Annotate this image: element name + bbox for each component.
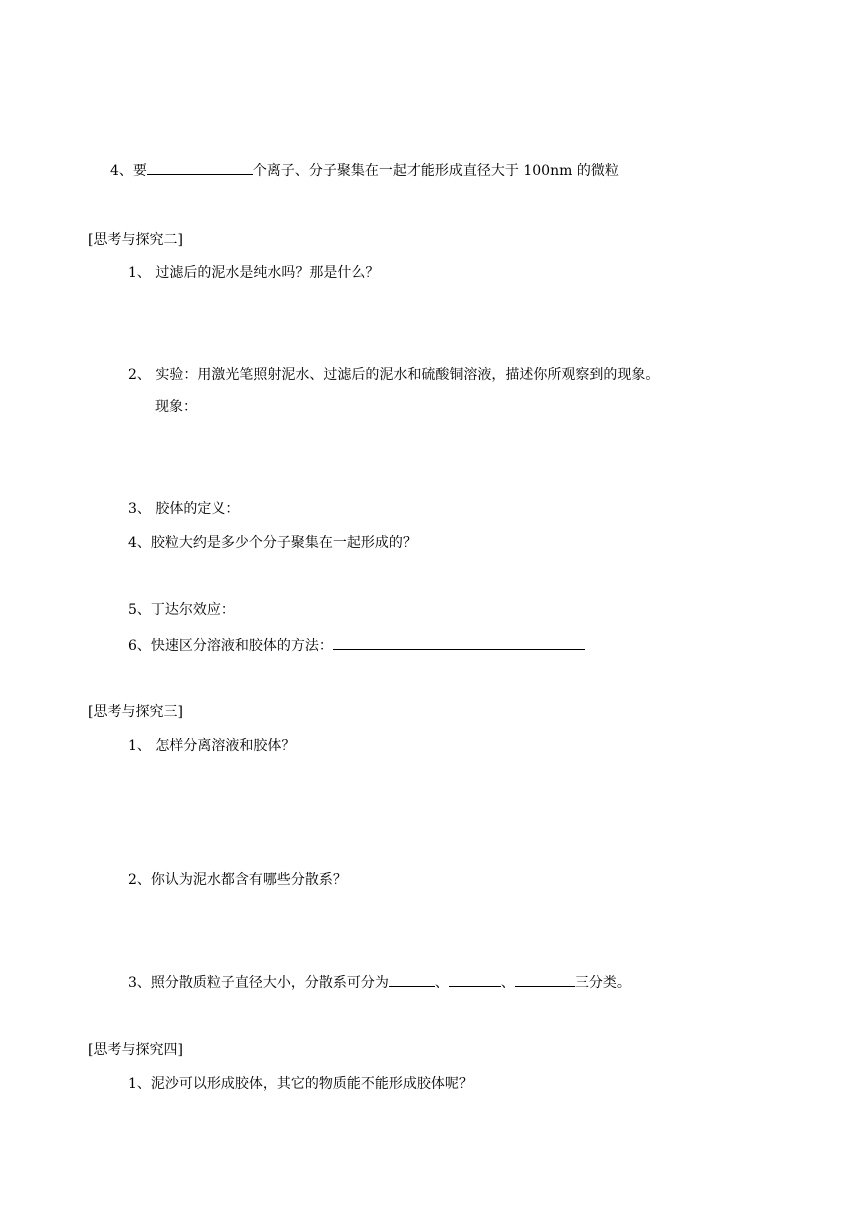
section-2-question-3: 3、 胶体的定义： — [128, 501, 240, 517]
section-3-question-3 — [128, 972, 631, 993]
section-2-question-5: 5、丁达尔效应： — [128, 602, 235, 618]
section-4-heading: [思考与探究四] — [88, 1042, 183, 1058]
section-2-question-4: 4、胶粒大约是多少个分子聚集在一起形成的？ — [128, 535, 417, 551]
section-2-heading: [思考与探究二] — [88, 232, 183, 248]
section-3-heading: [思考与探究三] — [88, 704, 183, 720]
section-2-question-2-observation: 现象： — [155, 399, 197, 415]
question-4-top-prefix: 4、要 — [110, 163, 147, 179]
fill-blank[interactable] — [147, 160, 253, 175]
fill-blank[interactable] — [333, 635, 585, 650]
separator: 、 — [434, 975, 449, 991]
question-4-top — [110, 160, 619, 181]
question-4-top-suffix: 个离子、分子聚集在一起才能形成直径大于 100nm 的微粒 — [252, 163, 619, 179]
section-3-question-1: 1、 怎样分离溶液和胶体？ — [128, 738, 296, 754]
section-3-question-2: 2、你认为泥水都含有哪些分散系？ — [128, 872, 347, 888]
section-3-question-3-prefix: 3、照分散质粒子直径大小，分散系可分为 — [128, 975, 389, 991]
separator: 、 — [500, 975, 515, 991]
section-2-question-1: 1、 过滤后的泥水是纯水吗？那是什么？ — [128, 265, 380, 281]
section-3-question-3-suffix: 三分类。 — [574, 975, 631, 991]
section-2-question-2: 2、 实验：用激光笔照射泥水、过滤后的泥水和硫酸铜溶液，描述你所观察到的现象。 — [128, 367, 660, 383]
section-2-question-6 — [128, 635, 585, 656]
section-2-question-6-text: 6、快速区分溶液和胶体的方法： — [128, 638, 333, 654]
fill-blank[interactable] — [389, 972, 435, 987]
section-4-question-1: 1、泥沙可以形成胶体，其它的物质能不能形成胶体呢？ — [128, 1076, 473, 1092]
fill-blank[interactable] — [515, 972, 575, 987]
fill-blank[interactable] — [449, 972, 501, 987]
